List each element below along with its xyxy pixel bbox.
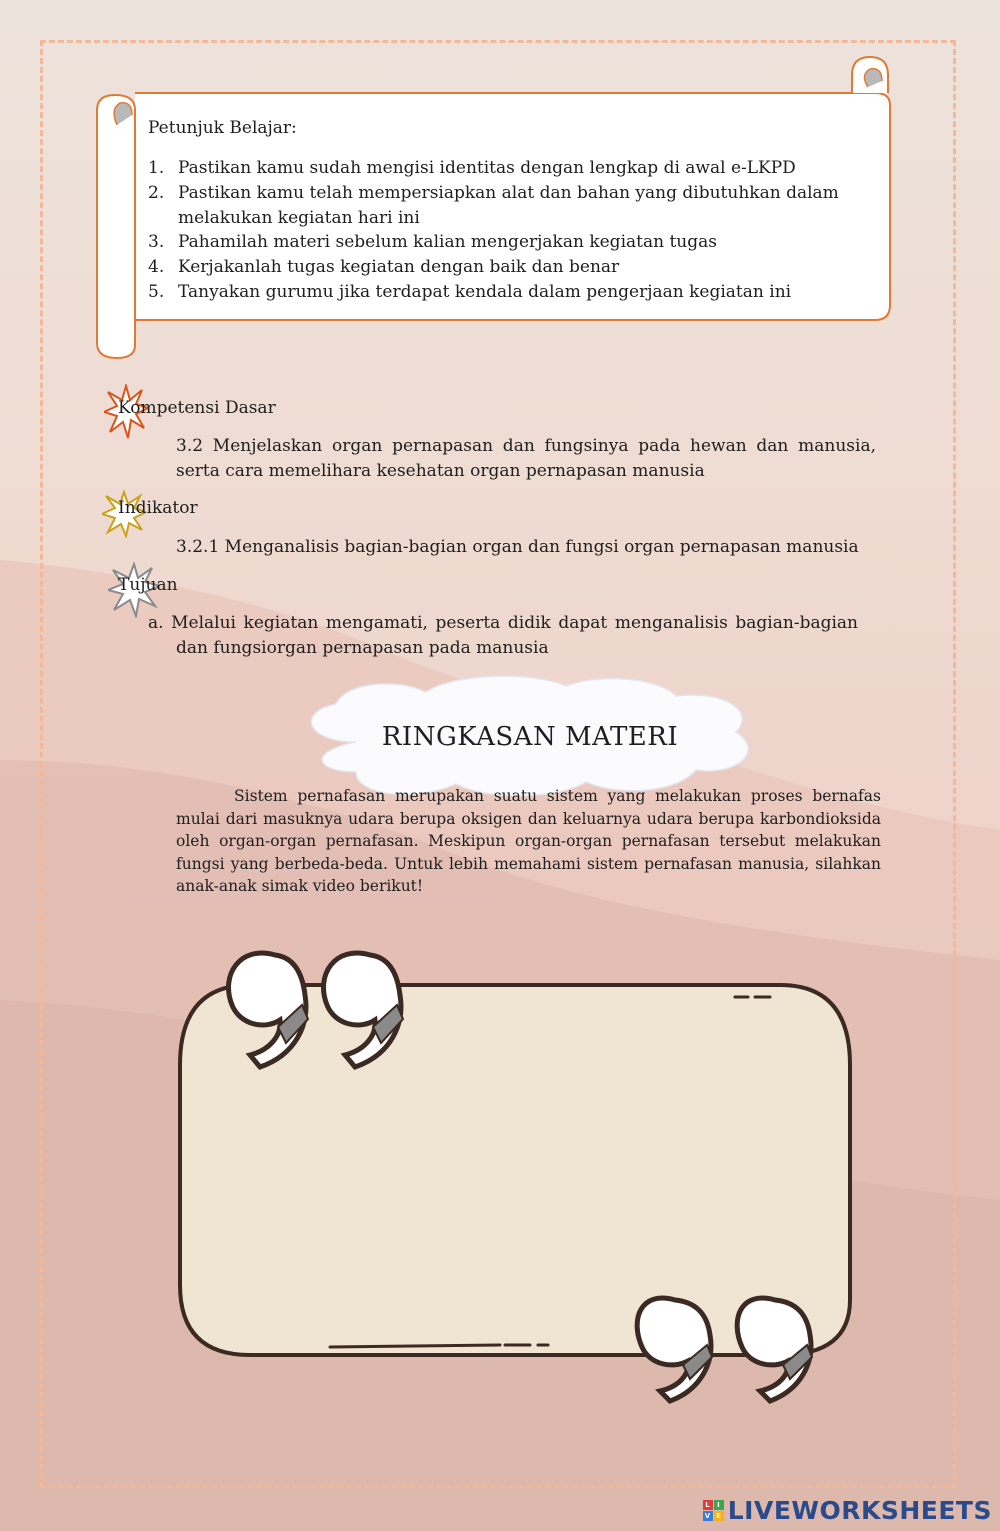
competency-heading: Kompetensi Dasar [118,398,276,418]
goal-text: a. Melalui kegiatan mengamati, peserta didik dapat menganalisis bagian-bagian dan fungsiorgan pernapasan pada manusia [148,613,858,658]
list-item: 2. Pastikan kamu telah mempersiapkan alat dan bahan yang dibutuhkan dalam melakukan kegiatan hari ini [148,182,839,228]
summary-title: RINGKASAN MATERI [381,722,679,752]
goal-heading: Tujuan [118,575,178,595]
instructions-title: Petunjuk Belajar: [148,118,297,138]
competency-text: 3.2 Menjelaskan organ pernapasan dan fungsinya pada hewan dan manusia, serta cara memelihara kesehatan organ pernapasan manusia [176,436,876,481]
quote-box [170,935,870,1405]
instructions-list [148,156,848,305]
liveworksheets-logo-icon: L I V E [703,1500,724,1521]
indicator-text: 3.2.1 Menganalisis bagian-bagian organ dan fungsi organ pernapasan manusia [176,537,859,557]
list-item: 1. Pastikan kamu sudah mengisi identitas dengan lengkap di awal e-LKPD [148,158,796,178]
brand-name: LIVEWORKSHEETS [727,1496,992,1525]
liveworksheets-brand[interactable] [703,1496,992,1525]
summary-text: Sistem pernafasan merupakan suatu sistem yang melakukan proses bernafas mulai dari masuknya udara berupa oksigen dan keluarnya udara berupa karbondioksida oleh organ-organ pernafasan. Meskipun organ-organ pernafasan tersebut melakukan fungsi yang berbeda-beda. Untuk lebih memahami sistem pernafasan manusia, silahkan anak-anak simak video berikut! [176,787,881,896]
list-item: 4. Kerjakanlah tugas kegiatan dengan baik dan benar [148,257,620,278]
list-item: 3. Pahamilah materi sebelum kalian mengerjakan kegiatan tugas [148,232,717,253]
indicator-heading: Indikator [118,498,198,518]
list-item: 5. Tanyakan gurumu jika terdapat kendala dalam pengerjaan kegiatan ini [148,281,792,302]
